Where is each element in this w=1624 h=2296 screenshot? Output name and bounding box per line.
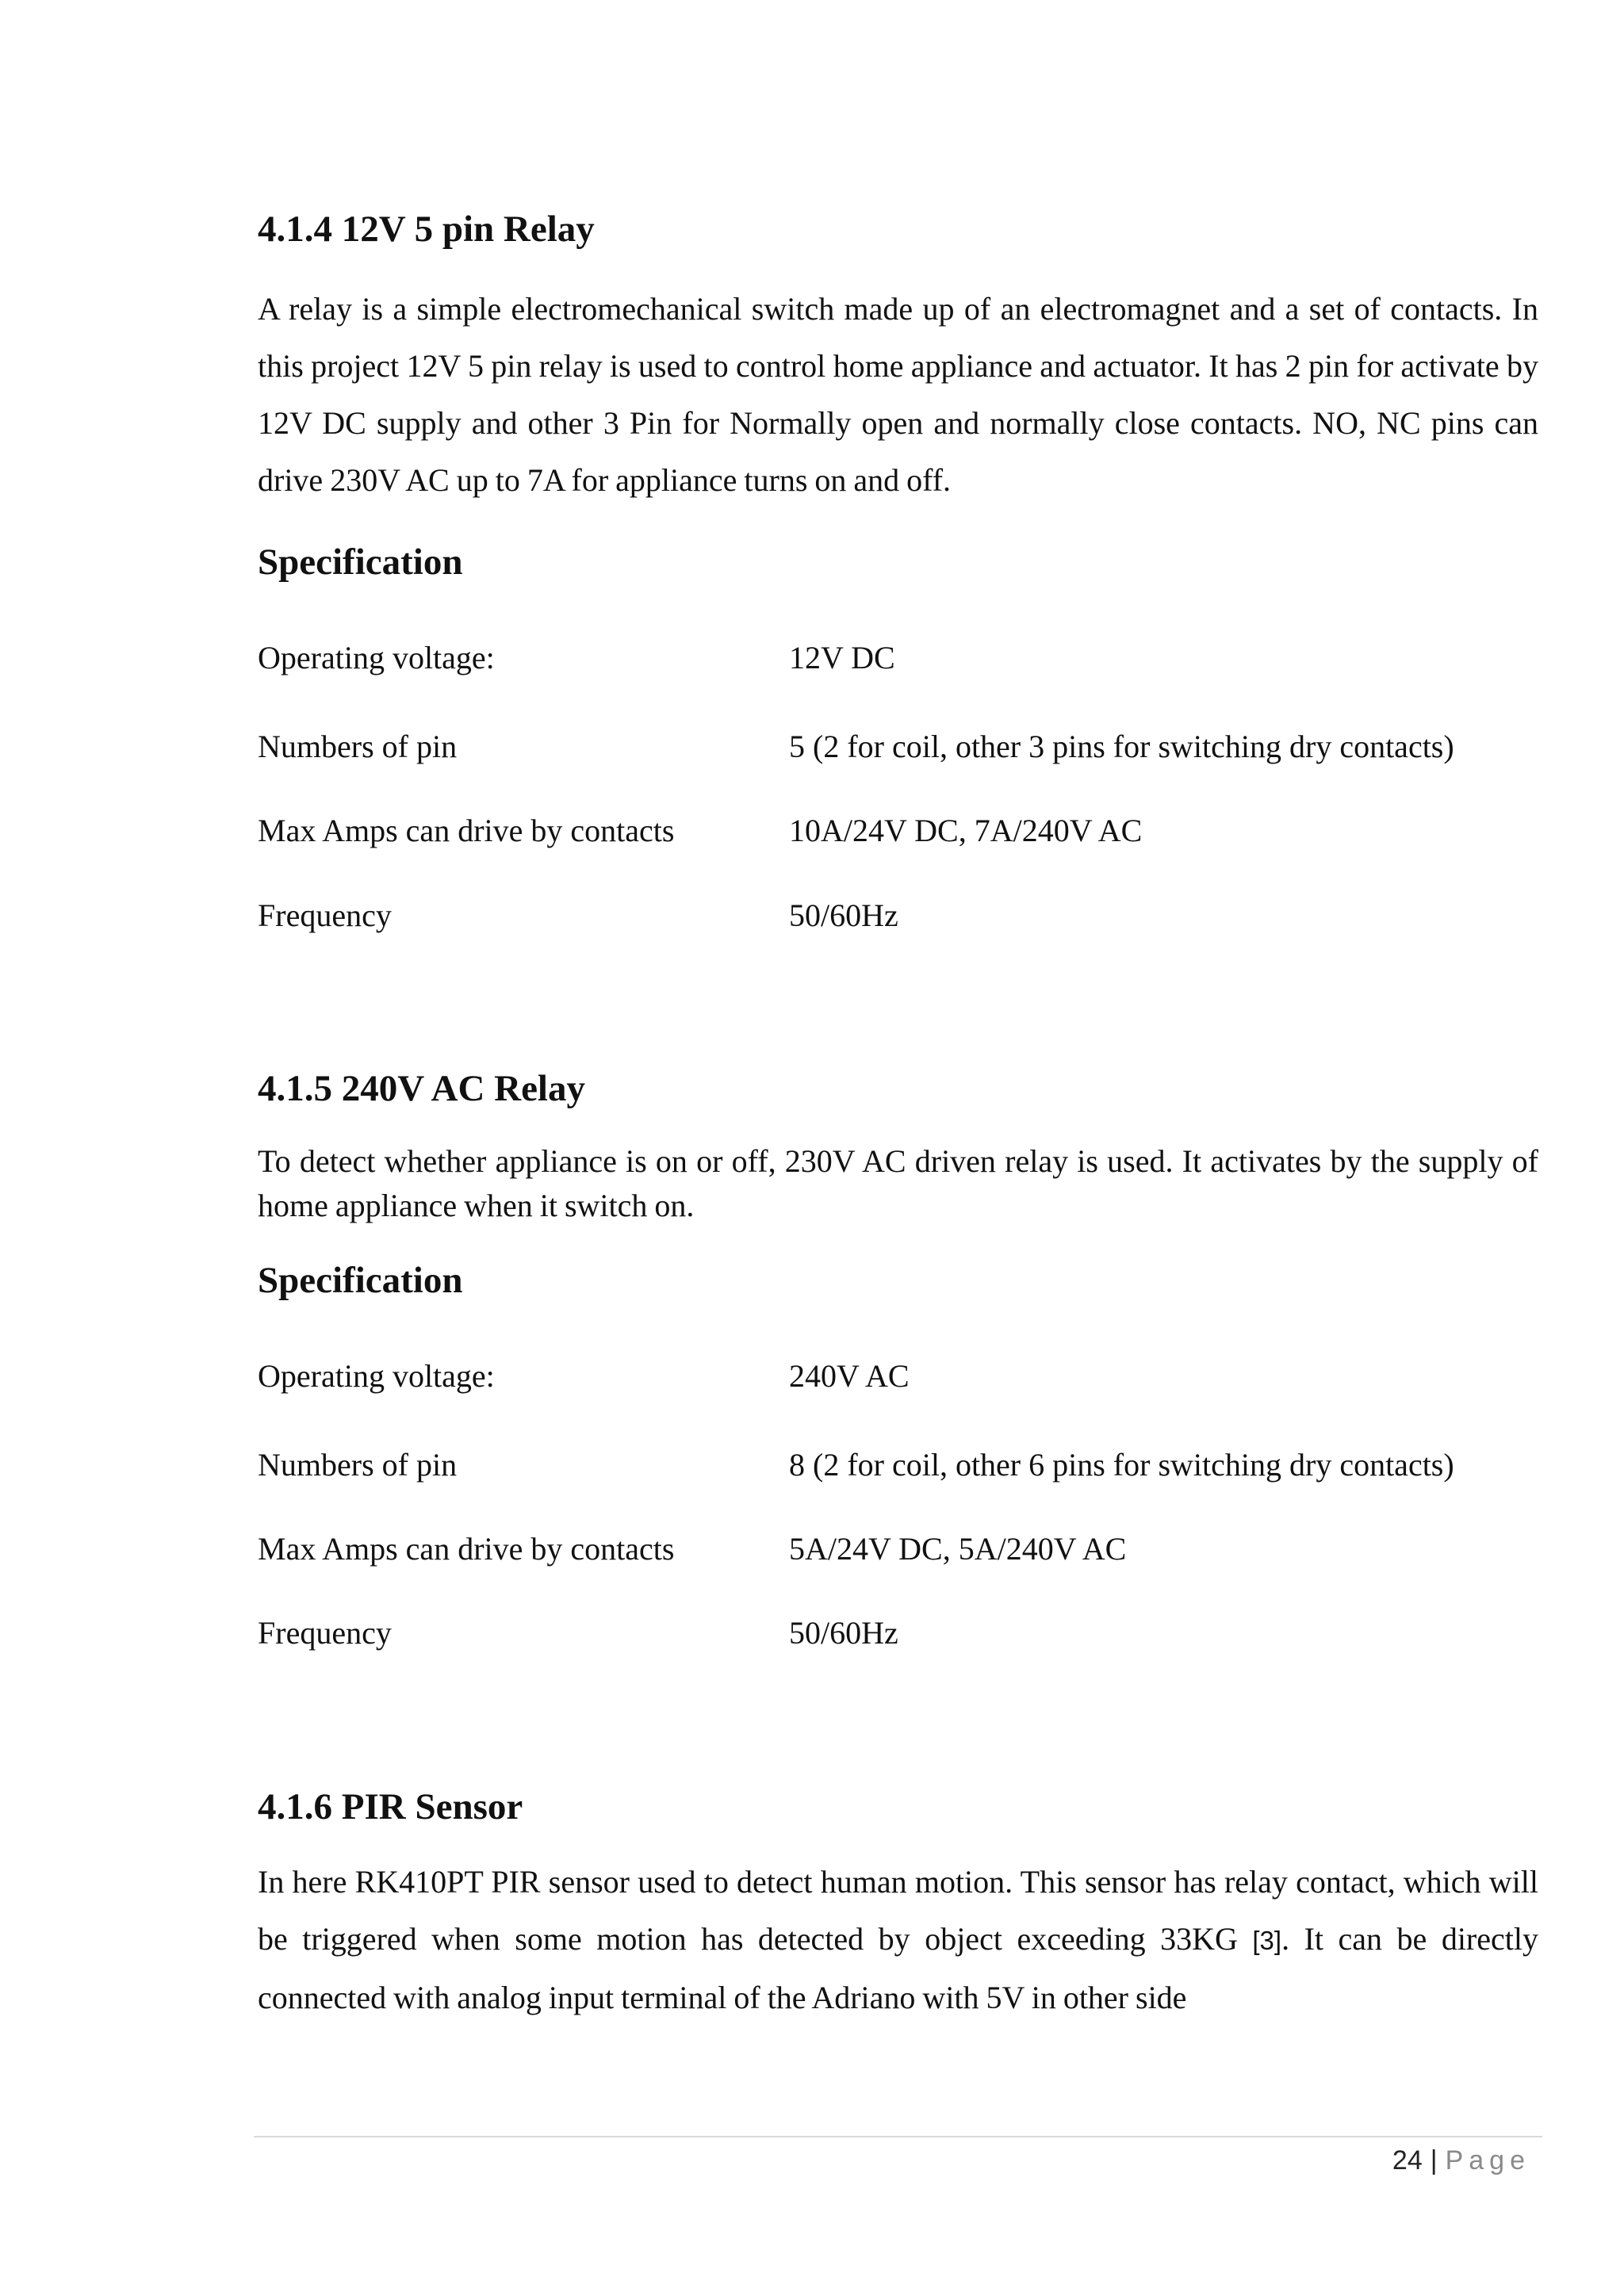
spec-value: 50/60Hz (789, 1615, 898, 1651)
spec-label: Max Amps can drive by contacts (258, 813, 675, 848)
spec-label: Frequency (258, 897, 392, 933)
citation-reference: [3] (1252, 1926, 1282, 1955)
spec-label: Operating voltage: (258, 1358, 495, 1394)
spec-value: 240V AC (789, 1358, 910, 1394)
paragraph-text: . It can be directly connected with analog input terminal of the Adriano with 5V in other side (258, 1921, 1538, 2015)
spec-value: 50/60Hz (789, 897, 898, 933)
spec-heading-240v: Specification (258, 1260, 463, 1301)
spec-value: 12V DC (789, 640, 895, 675)
section-heading-4-1-4: 4.1.4 12V 5 pin Relay (258, 209, 595, 250)
spec-label: Frequency (258, 1615, 392, 1651)
paragraph-text: In here RK410PT PIR sensor used to detect human motion. This sensor has relay contact, which will be triggered when some motion has detected by object exceeding 33KG (258, 1864, 1538, 1957)
spec-value: 5A/24V DC, 5A/240V AC (789, 1531, 1127, 1567)
spec-label: Operating voltage: (258, 640, 495, 675)
spec-label: Numbers of pin (258, 729, 458, 764)
spec-label: Numbers of pin (258, 1447, 458, 1483)
footer-divider (254, 2136, 1542, 2137)
section-heading-4-1-6: 4.1.6 PIR Sensor (258, 1786, 523, 1827)
page-label: Page (1445, 2145, 1530, 2175)
page-number: 24 (1392, 2145, 1423, 2175)
spec-value: 8 (2 for coil, other 6 pins for switching dry contacts) (789, 1447, 1454, 1483)
page-footer (1392, 2145, 1530, 2176)
spec-value: 5 (2 for coil, other 3 pins for switching dry contacts) (789, 729, 1454, 764)
footer-separator: | (1430, 2145, 1438, 2175)
spec-label: Max Amps can drive by contacts (258, 1531, 675, 1567)
spec-heading-12v: Specification (258, 541, 463, 583)
section-heading-4-1-5: 4.1.5 240V AC Relay (258, 1068, 585, 1109)
paragraph-relay-240v: To detect whether appliance is on or off, 230V AC driven relay is used. It activates by the supply of home appliance when it switch on. (258, 1143, 1538, 1223)
paragraph-relay-12v: A relay is a simple electromechanical switch made up of an electromagnet and a set of contacts. In this project 12V 5 pin relay is used to control home appliance and actuator. It has 2 pin for activate by 12V DC supply and other 3 Pin for Normally open and normally close contacts. NO, NC pins can drive 230V AC up to 7A for appliance turns on and off. (258, 291, 1538, 498)
paragraph-pir-sensor (258, 1854, 1538, 2026)
spec-value: 10A/24V DC, 7A/240V AC (789, 813, 1143, 848)
